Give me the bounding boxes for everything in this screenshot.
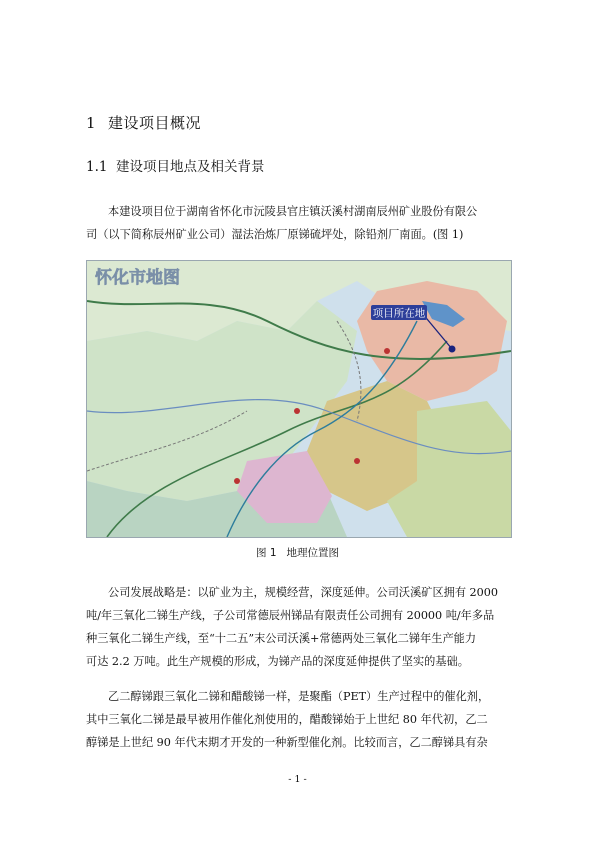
subsection-number: 1.1 bbox=[86, 159, 108, 175]
location-map bbox=[86, 260, 512, 538]
city-marker bbox=[294, 408, 300, 414]
page-number: - 1 - bbox=[288, 774, 307, 785]
section-title: 建设项目概况 bbox=[108, 114, 202, 132]
figure-caption-text: 地理位置图 bbox=[286, 547, 340, 559]
subsection-title: 建设项目地点及相关背景 bbox=[116, 159, 265, 175]
section-number: 1 bbox=[86, 114, 97, 132]
figure-caption bbox=[0, 545, 595, 560]
paragraph-line: 其中三氧化二锑是最早被用作催化剂使用的，醋酸锑始于上世纪 80 年代初，乙二 bbox=[86, 713, 488, 726]
strategy-paragraph bbox=[86, 581, 511, 673]
city-marker bbox=[354, 458, 360, 464]
paragraph-line: 本建设项目位于湖南省怀化市沅陵县官庄镇沃溪村湖南辰州矿业股份有限公 bbox=[108, 205, 478, 218]
intro-paragraph bbox=[86, 200, 511, 246]
catalyst-paragraph bbox=[86, 685, 511, 754]
map-title: 怀化市地图 bbox=[95, 268, 180, 288]
subsection-heading bbox=[86, 155, 265, 175]
paragraph-line: 乙二醇锑跟三氧化二锑和醋酸锑一样，是聚酯（PET）生产过程中的催化剂， bbox=[108, 690, 490, 703]
paragraph-line: 吨/年三氧化二锑生产线，子公司常德辰州锑品有限责任公司拥有 20000 吨/年多品 bbox=[86, 609, 495, 622]
city-marker bbox=[384, 348, 390, 354]
paragraph-line: 醇锑是上世纪 90 年代末期才开发的一种新型催化剂。比较而言，乙二醇锑具有杂 bbox=[86, 736, 488, 749]
section-heading bbox=[86, 112, 201, 133]
paragraph-line: 公司发展战略是：以矿业为主，规模经营，深度延伸。公司沃溪矿区拥有 2000 bbox=[108, 586, 499, 599]
city-marker bbox=[234, 478, 240, 484]
paragraph-line: 司（以下简称辰州矿业公司）湿法治炼厂原锑硫坪处，除铅剂厂南面。(图 1) bbox=[86, 228, 464, 241]
paragraph-line: 可达 2.2 万吨。此生产规模的形成，为锑产品的深度延伸提供了坚实的基础。 bbox=[86, 655, 469, 668]
paragraph-line: 种三氧化二锑生产线，至“十二五”末公司沃溪+常德两处三氧化二锑年生产能力 bbox=[86, 632, 477, 645]
project-location-label: 项目所在地 bbox=[372, 307, 426, 320]
figure-label: 图 1 bbox=[255, 547, 277, 559]
